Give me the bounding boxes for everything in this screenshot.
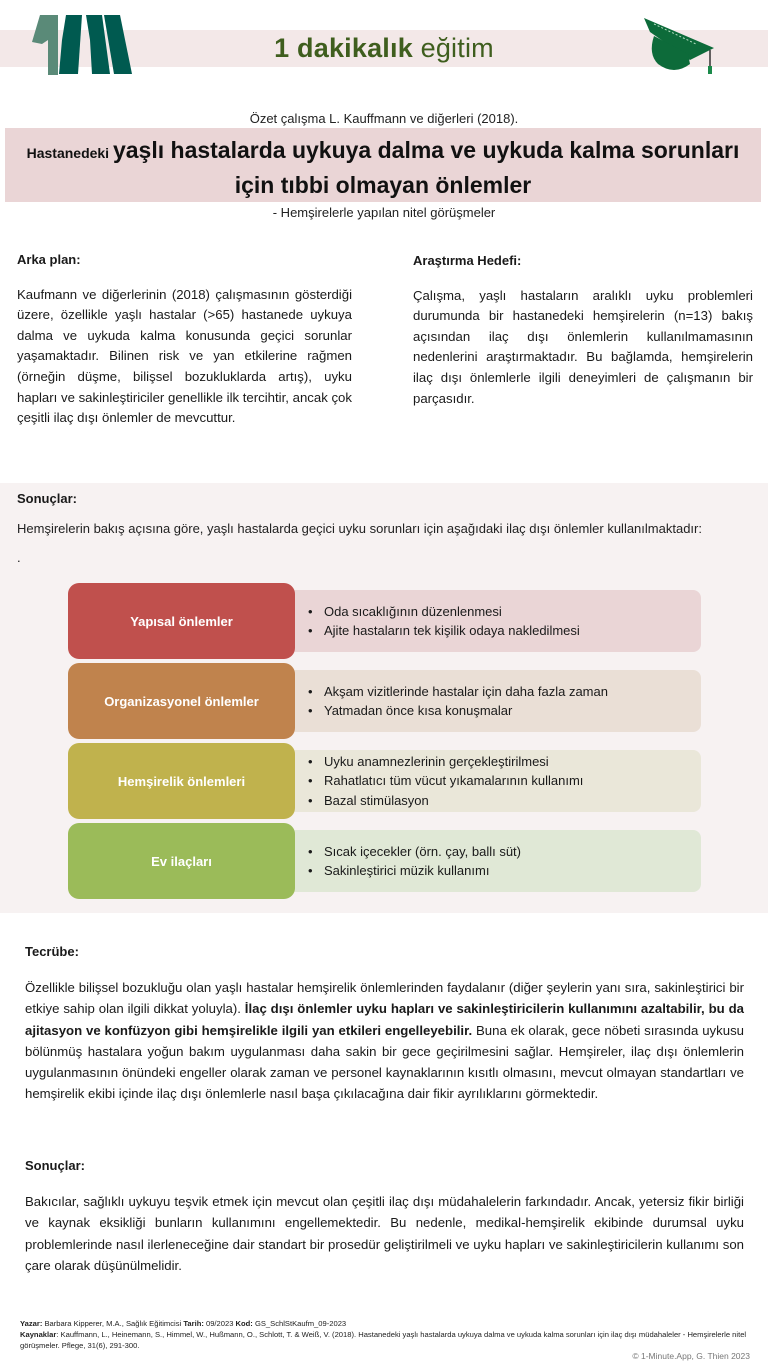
copyright: © 1-Minute.App, G. Thien 2023 — [632, 1351, 750, 1361]
measure-item: • Sıcak içecekler (örn. çay, ballı süt) — [306, 842, 701, 862]
measure-home-remedies — [68, 823, 701, 899]
background-section — [17, 250, 352, 429]
conclusions-text: Bakıcılar, sağlıklı uykuyu teşvik etmek için mevcut olan çeşitli ilaç dışı müdahalelerin farkındadır. Ancak, yetersiz fikir birliği ve kaynak eksikliği bunların kullanımını engellemektedir. Bu nedenle, medikal-hemşirelik ekibinde durumsal uyku problemlerinde nasıl ilerleneceğine dair standart bir prosedür geliştirilmeli ve uyku hapları ve sakinleştiricilerin kullanımı son çare olarak düşünülmelidir. — [25, 1194, 744, 1273]
measure-organizational — [68, 663, 701, 739]
measure-structural — [68, 583, 701, 659]
footer-meta: Yazar: Barbara Kipperer, M.A., Sağlık Eğitimcisi Tarih: 09/2023 Kod: GS_SchlStKaufm_09-2023 — [20, 1319, 347, 1328]
measure-item: • Akşam vizitlerinde hastalar için daha fazla zaman — [306, 682, 701, 702]
measure-item: • Ajite hastaların tek kişilik odaya nakledilmesi — [306, 621, 701, 641]
footer — [20, 1319, 760, 1351]
study-reference: Özet çalışma L. Kauffmann ve diğerleri (2018). — [249, 111, 519, 126]
measure-panel — [288, 750, 701, 812]
measure-item: • Sakinleştirici müzik kullanımı — [306, 861, 701, 881]
header — [0, 0, 768, 95]
experience-section — [25, 941, 744, 1104]
measure-tag: Yapısal önlemler — [68, 583, 295, 659]
title-prefix: Hastanedeki — [26, 145, 113, 161]
measure-item: • Rahatlatıcı tüm vücut yıkamalarının kullanımı — [306, 771, 701, 791]
conclusions-section — [25, 1155, 744, 1276]
measure-item: • Yatmadan önce kısa konuşmalar — [306, 701, 701, 721]
measure-item: • Uyku anamnezlerinin gerçekleştirilmesi — [306, 752, 701, 772]
results-intro: Hemşirelerin bakış açısına göre, yaşlı hastalarda geçici uyku sorunları için aşağıdaki ilaç dışı önlemler kullanılmaktadır: — [17, 521, 702, 536]
objective-section — [413, 251, 753, 409]
background-heading: Arka plan: — [17, 252, 81, 267]
measure-tag: Hemşirelik önlemleri — [68, 743, 295, 819]
measure-panel — [288, 670, 701, 732]
title-main-1: yaşlı hastalarda uykuya dalma ve uykuda kalma sorunları — [112, 137, 740, 163]
conclusions-heading: Sonuçlar: — [25, 1158, 85, 1173]
title-line-2: için tıbbi olmayan önlemler — [234, 172, 532, 198]
graduation-cap-icon — [640, 14, 718, 76]
objective-heading: Araştırma Hedefi: — [413, 253, 522, 268]
experience-bold-text: İlaç dışı önlemler uyku hapları ve sakinleştiricilerin kullanımını azaltabilir, bu da ajitasyon ve konfüzyon gibi hemşirelikle ilgili yan etkileri engelleyebilir. — [25, 1001, 744, 1038]
experience-heading: Tecrübe: — [25, 944, 79, 959]
footer-sources: Kaynaklar: Kauffmann, L., Heinemann, S., Himmel, W., Hußmann, O., Schlott, T. & Weiß, V. (2018). Hastanedeki yaşlı hastalarda uykuya dalma ve uykuda kalma sorunları için ilaç dışı müdahaleler - Hemşirelerle nitel görüşmeler. Pflege, 31(6), 291-300. — [20, 1329, 747, 1350]
header-title-bold: 1 dakikalık — [274, 33, 413, 63]
results-dot: . — [17, 550, 21, 565]
measure-item: • Oda sıcaklığının düzenlenmesi — [306, 602, 701, 622]
title-line-1 — [5, 134, 761, 169]
measure-panel — [288, 590, 701, 652]
results-heading: Sonuçlar: — [17, 491, 77, 506]
title-box — [5, 128, 761, 202]
measure-tag: Ev ilaçları — [68, 823, 295, 899]
background-text: Kaufmann ve diğerlerinin (2018) çalışmasının gösterdiği üzere, özellikle yaşlı hastalar (>65) hastanede uykuya dalma ve uykuda kalma konusunda geçici sorunlar yaşamaktadır. Bilinen risk ve yan etkilerine rağmen (örneğin düşme, bilişsel bozukluklarda artış), uyku hapları ve sakinleştiriciler genellikle ilk tercihtir, ancak çok çeşitli ilaç dışı önlemler de mevcuttur. — [17, 286, 352, 426]
measure-tag: Organizasyonel önlemler — [68, 663, 295, 739]
objective-text: Çalışma, yaşlı hastaların aralıklı uyku problemleri durumunda bir hastanedeki hemşirelerin (n=13) bakış açısından ilaç dışı önlemlerin kullanılmamasının nedenlerini araştırmaktadır. Bu bağlamda, hemşirelerin ilaç dışı önlemlerle ilgili deneyimleri de çalışmanın bir parçasıdır. — [413, 287, 753, 406]
measure-nursing — [68, 743, 701, 819]
measure-panel — [288, 830, 701, 892]
experience-text: Özellikle bilişsel bozukluğu olan yaşlı hastalar hemşirelik önlemlerinden faydalanır (diğer şeylerin yanı sıra, sakinleştirici bir etkiye sahip olan ilgili dikkat yoluyla). İlaç dışı önlemler uyku hapları ve sakinleştiricilerin kullanımını azaltabilir, bu da ajitasyon ve konfüzyon gibi hemşirelikle ilgili yan etkileri engelleyebilir. Buna ek olarak, gece nöbeti sırasında uykusu bölünmüş hastalara yoğun bakım uygulanması daha sakin bir gece geçirilmesini sağlar. Hemşireler, ilaç dışı önlemlerin uygulanmasının önündeki engeller olarak zaman ve personel kaynaklarının kısıtlı olmasını, mevcut olmayan standartları ve hemşirelik ekibi içinde ilaç dışı önlemlerle nasıl başa çıkılacağına dair fikir ayrılıklarını görmektedir. — [25, 980, 744, 1102]
subtitle: - Hemşirelerle yapılan nitel görüşmeler — [272, 205, 496, 220]
header-title-regular: eğitim — [412, 33, 494, 63]
measure-item: • Bazal stimülasyon — [306, 791, 701, 811]
